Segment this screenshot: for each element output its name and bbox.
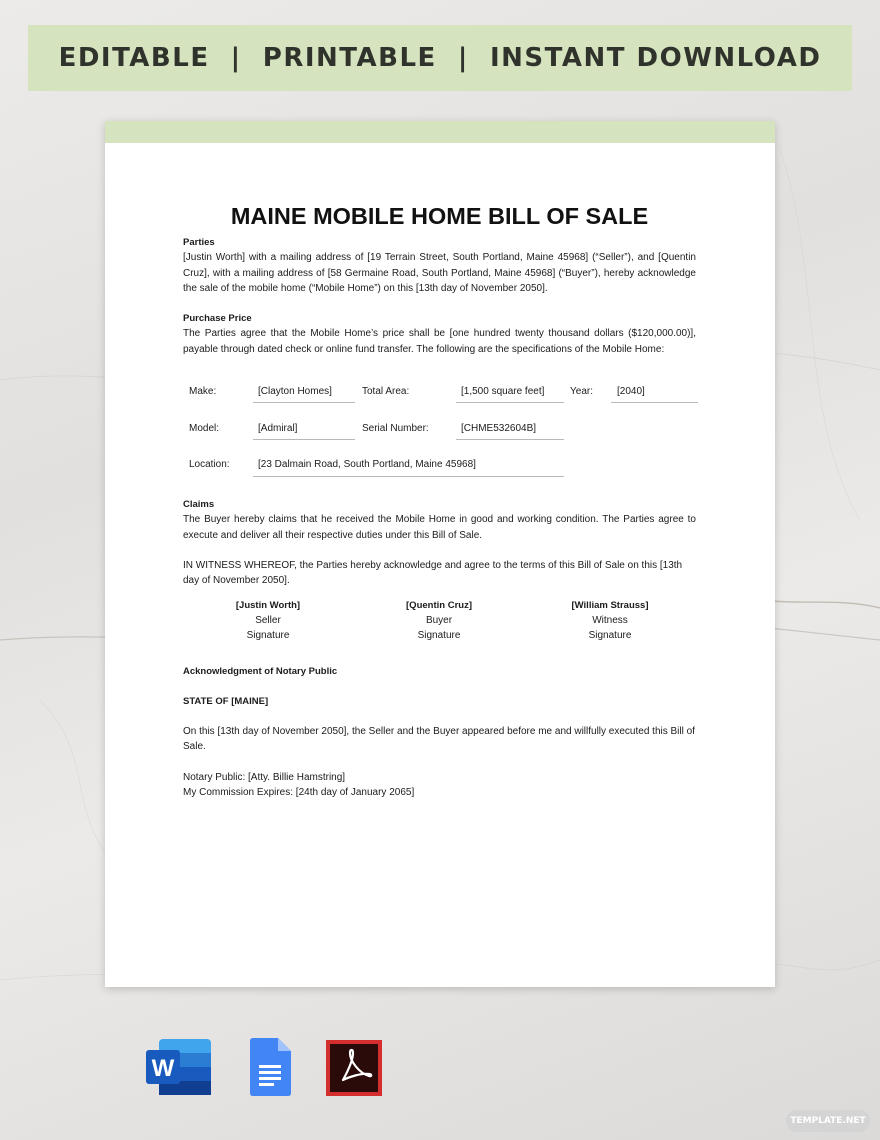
signature-buyer [354, 598, 524, 644]
pdf-icon[interactable] [325, 1039, 383, 1097]
serial-number-label: Serial Number: [362, 423, 429, 435]
signature-label: Signature [588, 630, 632, 642]
signature-role: Buyer [425, 614, 453, 626]
year-value: [2040] [617, 386, 645, 398]
notary-heading: Acknowledgment of Notary Public [183, 665, 338, 677]
promo-banner [28, 25, 852, 91]
model-label: Model: [189, 423, 220, 435]
state-line: STATE OF [MAINE] [183, 695, 269, 707]
location-underline [253, 476, 564, 477]
signature-name: [Quentin Cruz] [406, 599, 472, 611]
purchase-price-heading: Purchase Price [183, 313, 252, 325]
signature-seller [183, 598, 353, 644]
total-area-underline [456, 402, 564, 403]
signature-label: Signature [246, 630, 290, 642]
parties-text: [Justin Worth] with a mailing address of [19 Terrain Street, South Portland, Maine 45968] (“Seller”), and [Quentin Cruz], with a mailing address of [58 Germaine Road, South Portland, Maine 45968] (“Buyer”), hereby acknowledge the sale of the mobile home (“Mobile Home”) on this [13th day of November 2050]. [183, 252, 696, 294]
model-value: [Admiral] [258, 423, 298, 435]
witness-text: IN WITNESS WHEREOF, the Parties hereby acknowledge and agree to the terms of this Bill of Sale on this [13th day of November 2050]. [183, 559, 683, 587]
year-label: Year: [570, 386, 593, 398]
signature-witness [525, 598, 695, 644]
notary-public-line: Notary Public: [Atty. Billie Hamstring] [183, 771, 346, 783]
serial-number-underline [456, 439, 564, 440]
notary-text: On this [13th day of November 2050], the Seller and the Buyer appeared before me and willfully executed this Bill of Sale. [183, 726, 695, 753]
document-page [105, 121, 775, 987]
document-title: MAINE MOBILE HOME BILL OF SALE [230, 203, 649, 229]
document-top-bar [105, 121, 775, 143]
signature-role: Witness [592, 614, 628, 626]
make-underline [253, 402, 355, 403]
signature-name: [Justin Worth] [235, 599, 301, 611]
purchase-price-text: The Parties agree that the Mobile Home’s price shall be [one hundred twenty thousand dollars ($120,000.00)], payable through dated check or online fund transfer. The following are the specifications of the Mobile Home: [183, 328, 696, 355]
total-area-value: [1,500 square feet] [461, 386, 545, 398]
document-body [183, 199, 696, 800]
commission-line: My Commission Expires: [24th day of January 2065] [183, 787, 415, 799]
svg-text:W: W [151, 1055, 175, 1082]
claims-heading: Claims [183, 499, 215, 511]
google-docs-icon[interactable] [248, 1037, 292, 1097]
signature-role: Seller [255, 614, 281, 626]
make-value: [Clayton Homes] [258, 386, 332, 398]
word-icon[interactable] [145, 1037, 213, 1097]
parties-heading: Parties [183, 237, 215, 248]
year-underline [611, 402, 698, 403]
banner-text: EDITABLE | PRINTABLE | INSTANT DOWNLOAD [58, 43, 822, 73]
location-value: [23 Dalmain Road, South Portland, Maine 45968] [258, 459, 476, 471]
location-label: Location: [189, 459, 230, 471]
total-area-label: Total Area: [362, 386, 410, 398]
specifications-table [183, 367, 696, 497]
make-label: Make: [189, 386, 217, 398]
signature-label: Signature [417, 630, 461, 642]
claims-text: The Buyer hereby claims that he received the Mobile Home in good and working condition. The Parties agree to execute and deliver all their respective duties under this Bill of Sale. [183, 514, 696, 541]
signature-block [183, 598, 696, 646]
serial-number-value: [CHME532604B] [461, 423, 537, 435]
template-watermark: TEMPLATE.NET [786, 1110, 870, 1132]
signature-name: [William Strauss] [571, 599, 649, 611]
model-underline [253, 439, 355, 440]
